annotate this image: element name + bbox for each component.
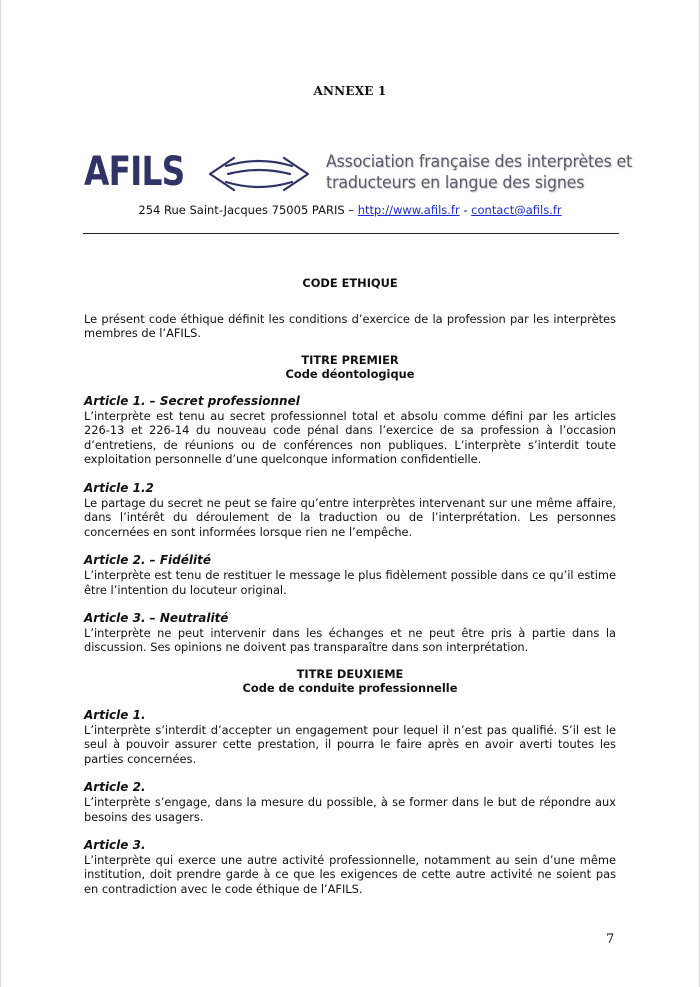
article-text: L’interprète s’interdit d’accepter un engagement pour lequel il n’est pas qualifié. S’il est le seul à pouvoir assurer cette prestation, il pourra le faire après en avoir averti toutes les parties concernées. [84,722,616,766]
logo-line-2: traducteurs en langue des signes [326,173,585,193]
logo-acronym: AFILS [84,149,185,195]
link-separator: - [463,203,468,217]
postal-address: 254 Rue Saint-Jacques 75005 PARIS – [138,203,355,217]
header-divider [83,233,619,234]
article-text: L’interprète ne peut intervenir dans les échanges et ne peut être pris à partie dans la discussion. Ses opinions ne doivent pas transparaître dans son interprétation. [84,625,616,655]
website-link[interactable]: http://www.afils.fr [357,203,460,217]
page-number: 7 [606,932,615,947]
logo-line-1: Association française des interprètes et [326,152,633,172]
intro-paragraph: Le présent code éthique définit les conditions d’exercice de la profession par les interprètes membres de l’AFILS. [84,311,616,341]
article-text: L’interprète est tenu de restituer le message le plus fidèlement possible dans ce qu’il estime être l’intention du locuteur original. [84,567,616,597]
email-link[interactable]: contact@afils.fr [471,203,562,217]
article-text: L’interprète qui exerce une autre activité professionnelle, notamment au sein d’une même institution, doit prendre garde à ce que les exigences de cette autre activité ne soient pas en contradiction avec le code éthique de l’AFILS. [84,852,616,896]
article-title: Article 1. – Secret professionnel [84,393,300,408]
article-title: Article 1. [84,708,146,723]
part2-subtitle: Code de conduite professionnelle [242,681,458,696]
article-title: Article 1.2 [84,480,154,495]
page-edge-left [0,0,1,987]
afils-logo [84,150,644,198]
logo-full-name [326,152,632,194]
article-title: Article 2. [84,780,146,795]
article-title: Article 3. [84,838,146,853]
address-line [0,203,700,217]
annexe-heading: ANNEXE 1 [313,84,387,98]
part2-title: TITRE DEUXIEME [296,666,404,681]
article-text: L’interprète s’engage, dans la mesure du possible, à se former dans le but de répondre aux besoins des usagers. [84,795,616,824]
article-text: L’interprète est tenu au secret professionnel total et absolu comme défini par les articles 226-13 et 226-14 du nouveau code pénal dans l’exercice de sa profession à l’occasion d’entretiens, de réunions ou de conférences non publiques. L’interprète s’interdit toute exploitation personnelle d’une quelconque information confidentielle. [84,408,616,467]
part1-title: TITRE PREMIER [301,352,399,367]
article-title: Article 3. – Neutralité [84,611,229,626]
part1-subtitle: Code déontologique [285,367,415,382]
signing-hands-icon [204,152,314,196]
article-title: Article 2. – Fidélité [84,553,212,568]
document-body [84,276,616,897]
document-title: CODE ETHIQUE [302,276,398,290]
article-text: Le partage du secret ne peut se faire qu’entre interprètes intervenant sur une même affaire, dans l’intérêt du déroulement de la traduction ou de l’interprétation. Les personnes concernées en sont informées lorsque rien ne l’empêche. [84,495,616,539]
